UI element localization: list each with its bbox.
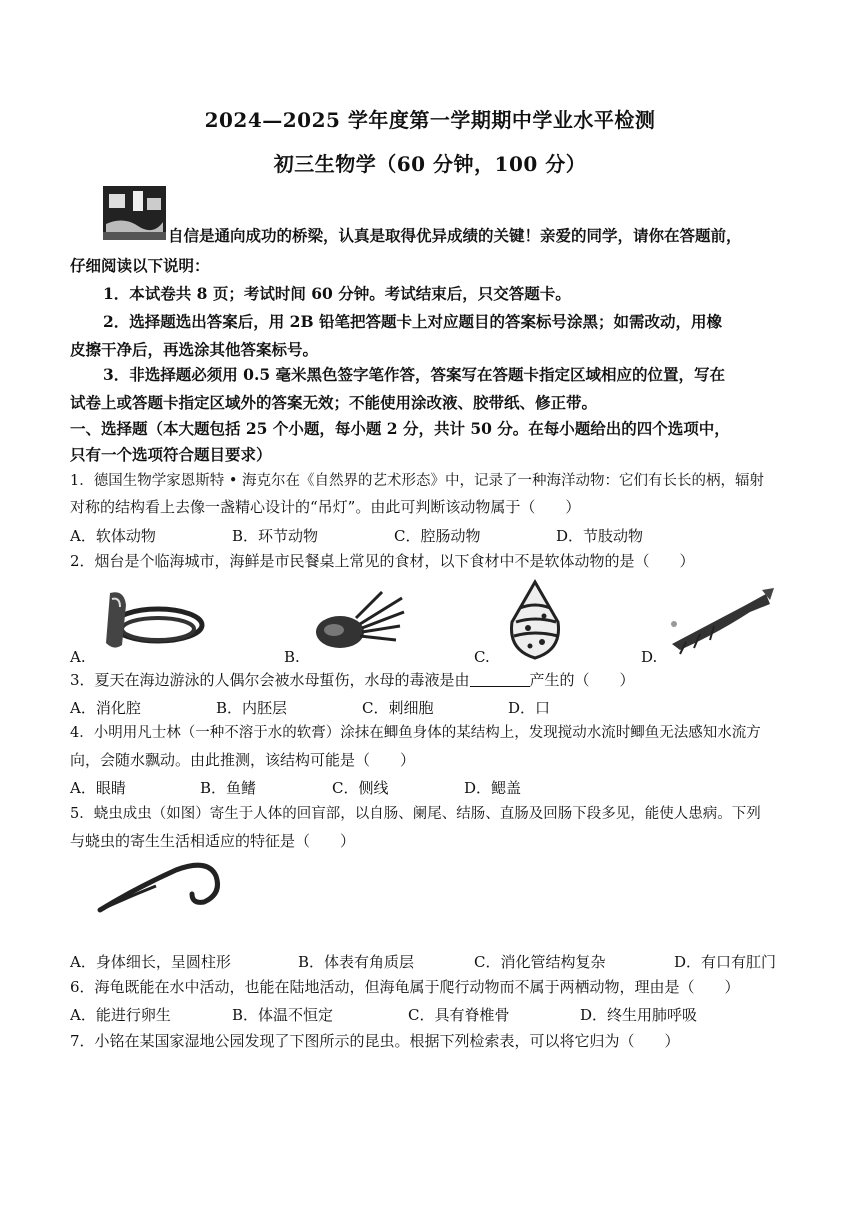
cuttlefish-image	[312, 588, 407, 658]
instruction-2-cont: 皮擦干净后，再选涂其他答案标号。	[70, 340, 319, 359]
q5-option-c[interactable]: C．消化管结构复杂	[474, 953, 606, 971]
instruction-3: 3．非选择题必须用 0.5 毫米黑色签字笔作答，答案写在答题卡指定区域相应的位置，写在	[103, 365, 726, 384]
q3-blank	[470, 672, 530, 687]
exam-title: 2024—2025 学年度第一学期期中学业水平检测	[204, 108, 656, 132]
q2-stem: 2．烟台是个临海城市，海鲜是市民餐桌上常见的食材，以下食材中不是软体动物的是（ ）	[70, 552, 695, 570]
q2-label-d[interactable]: D.	[641, 648, 658, 666]
q1-options	[70, 525, 795, 545]
q1-option-a[interactable]: A．软体动物	[70, 527, 156, 545]
q3-options	[70, 697, 795, 717]
q2-label-c[interactable]: C.	[474, 648, 490, 666]
q1-option-d[interactable]: D．节肢动物	[556, 527, 644, 545]
q3-option-a[interactable]: A．消化腔	[70, 699, 141, 717]
q5-option-a[interactable]: A．身体细长，呈圆柱形	[70, 953, 231, 971]
q3-option-c[interactable]: C．刺细胞	[362, 699, 434, 717]
section-heading-cont: 只有一个选项符合题目要求）	[70, 445, 272, 464]
instruction-3-cont: 试卷上或答题卡指定区域外的答案无效；不能使用涂改液、胶带纸、修正带。	[70, 393, 598, 412]
instruction-2: 2．选择题选出答案后，用 2B 铅笔把答题卡上对应题目的答案标号涂黑；如需改动，用橡	[103, 312, 722, 331]
q5-option-b[interactable]: B．体表有角质层	[298, 953, 415, 971]
q4-stem-cont: 向，会随水飘动。由此推测，该结构可能是（ ）	[70, 751, 416, 769]
q3-stem-pre: 3．夏天在海边游泳的人偶尔会被水母蜇伤，水母的毒液是由	[70, 671, 470, 689]
q4-option-c[interactable]: C．侧线	[332, 779, 389, 797]
exam-subtitle: 初三生物学（60 分钟，100 分）	[273, 152, 587, 176]
q3-stem-post: 产生的（ ）	[529, 671, 635, 689]
q2-label-a[interactable]: A.	[70, 648, 86, 666]
shrimp-image	[666, 586, 776, 656]
school-logo-image	[103, 186, 166, 240]
q4-options	[70, 777, 795, 797]
q6-option-a[interactable]: A．能进行卵生	[70, 1006, 171, 1024]
q5-options	[70, 951, 795, 971]
q6-option-d[interactable]: D．终生用肺呼吸	[580, 1006, 698, 1024]
pinworm-image	[96, 858, 226, 920]
intro-line-2: 仔细阅读以下说明：	[70, 256, 210, 275]
conch-shell-image	[500, 578, 570, 662]
q5-stem: 5．蛲虫成虫（如图）寄生于人体的回盲部，以自肠、阑尾、结肠、直肠及回肠下段多见，能使人患病。下列	[70, 806, 761, 822]
q1-stem-cont: 对称的结构看上去像一盏精心设计的“吊灯”。由此可判断该动物属于（ ）	[70, 498, 581, 516]
q2-label-b[interactable]: B.	[284, 648, 300, 666]
q5-option-d[interactable]: D．有口有肛门	[674, 953, 777, 971]
q1-option-b[interactable]: B．环节动物	[232, 527, 319, 545]
q6-option-b[interactable]: B．体温不恒定	[232, 1006, 334, 1024]
q6-option-c[interactable]: C．具有脊椎骨	[408, 1006, 510, 1024]
q4-stem: 4．小明用凡士林（一种不溶于水的软膏）涂抹在鲫鱼身体的某结构上，发现搅动水流时鲫鱼无法感知水流方	[70, 725, 761, 741]
q6-stem: 6．海龟既能在水中活动，也能在陆地活动，但海龟属于爬行动物而不属于两栖动物，理由是（ ）	[70, 978, 740, 996]
q1-stem: 1．德国生物学家恩斯特 • 海克尔在《自然界的艺术形态》中，记录了一种海洋动物：它们有长长的柄，辐射	[70, 473, 764, 489]
q5-stem-cont: 与蛲虫的寄生生活相适应的特征是（ ）	[70, 832, 356, 850]
q4-option-a[interactable]: A．眼睛	[70, 779, 126, 797]
section-heading: 一、选择题（本大题包括 25 个小题，每小题 2 分，共计 50 分。在每小题给出的四个选项中，	[70, 419, 730, 438]
q7-stem: 7．小铭在某国家湿地公园发现了下图所示的昆虫。根据下列检索表，可以将它归为（ ）	[70, 1032, 680, 1050]
q3-stem	[70, 670, 795, 690]
squid-rings-image	[96, 585, 206, 657]
q4-option-d[interactable]: D．鳃盖	[464, 779, 522, 797]
q3-option-d[interactable]: D．口	[508, 699, 551, 717]
q6-options	[70, 1004, 795, 1024]
intro-line-1: 自信是通向成功的桥梁，认真是取得优异成绩的关键！亲爱的同学，请你在答题前，	[168, 226, 742, 245]
instruction-1: 1．本试卷共 8 页；考试时间 60 分钟。考试结束后，只交答题卡。	[103, 284, 571, 303]
q3-option-b[interactable]: B．内胚层	[216, 699, 288, 717]
q4-option-b[interactable]: B．鱼鳍	[200, 779, 257, 797]
q1-option-c[interactable]: C．腔肠动物	[394, 527, 481, 545]
